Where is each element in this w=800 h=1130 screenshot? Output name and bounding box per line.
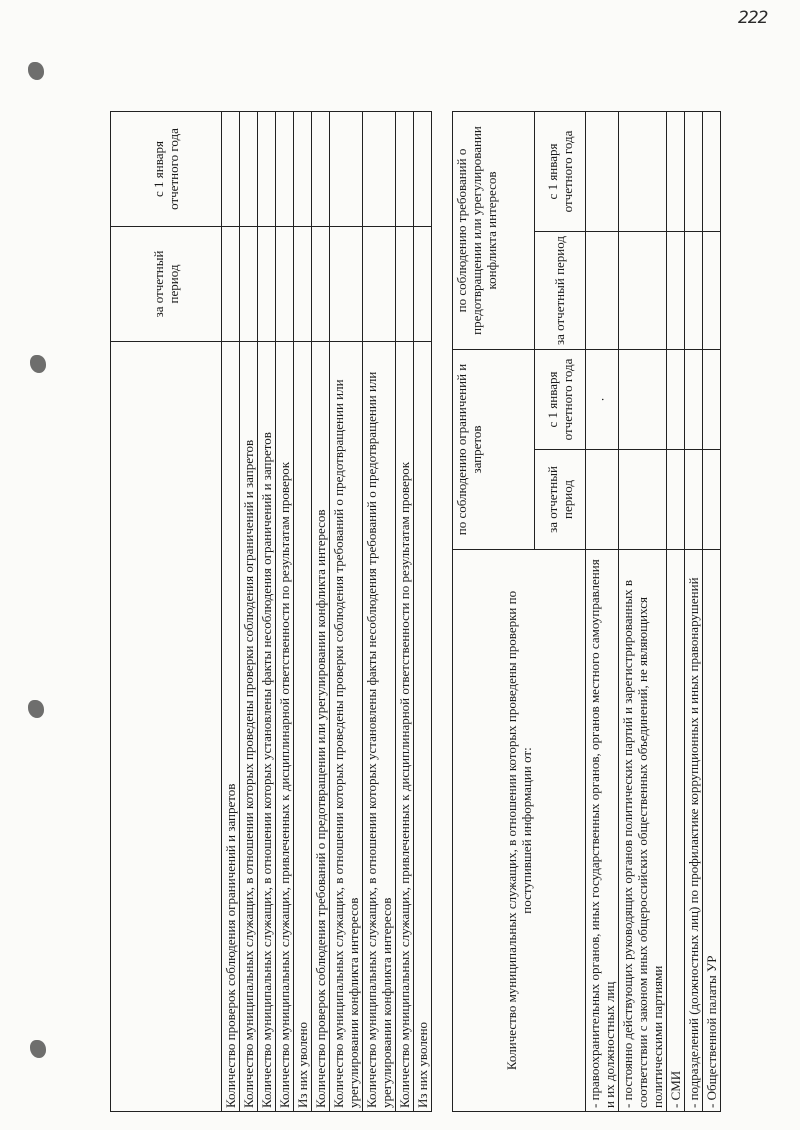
- checks-table: [110, 111, 432, 1112]
- row-label: - Общественной палаты УР: [703, 550, 721, 1112]
- table-row: [586, 111, 619, 1111]
- row-label: - подразделений (должностных лиц) по профилактике коррупционных и иных правонарушений: [685, 550, 703, 1112]
- table-row: [312, 112, 330, 1112]
- table-header-row: [111, 112, 222, 1112]
- header-period: за отчетный период: [534, 231, 585, 349]
- stray-mark: ·: [586, 349, 619, 449]
- table-row: [258, 112, 276, 1112]
- header-empty-cell: [111, 342, 222, 1112]
- table-header-row: [453, 111, 535, 1111]
- row-label: Количество проверок соблюдения ограничений и запретов: [222, 342, 240, 1112]
- table-row: [703, 111, 721, 1111]
- header-period: за отчетный период: [111, 227, 222, 342]
- information-sources-table: [452, 111, 721, 1112]
- row-label: Количество проверок соблюдения требований о предотвращении или урегулировании конфликта интересов: [312, 342, 330, 1112]
- row-label: - СМИ: [667, 550, 685, 1112]
- row-label: Количество муниципальных служащих, в отношении которых установлены факты несоблюдения требований о предотвращении или урегулировании конфликта интересов: [363, 342, 396, 1112]
- header-since-january: с 1 января отчетного года: [534, 349, 585, 449]
- table-row: [685, 111, 703, 1111]
- page-number: 222: [738, 8, 768, 28]
- header-group-restrictions: по соблюдению ограничений и запретов: [453, 349, 535, 549]
- header-since-january: с 1 января отчетного года: [111, 112, 222, 227]
- table-row: [330, 112, 363, 1112]
- header-group-conflict: по соблюдению требований о предотвращении или урегулировании конфликта интересов: [453, 111, 535, 349]
- table-row: [363, 112, 396, 1112]
- table-row: [667, 111, 685, 1111]
- row-label: Количество муниципальных служащих, привлеченных к дисциплинарной ответственности по результатам проверок: [396, 342, 414, 1112]
- header-title: Количество муниципальных служащих, в отношении которых проведены проверки по поступившей информации от:: [453, 550, 586, 1112]
- row-label: - постоянно действующих руководящих органов политических партий и зарегистрированных в соответствии с законом иных общероссийских общественных объединений, не являющихся политическими партиями: [619, 550, 667, 1112]
- row-label: Количество муниципальных служащих, в отношении которых проведены проверки соблюдения ограничений и запретов: [240, 342, 258, 1112]
- table-row: [396, 112, 414, 1112]
- table-row: [240, 112, 258, 1112]
- row-label: - правоохранительных органов, иных государственных органов, органов местного самоуправления и их должностных лиц: [586, 550, 619, 1112]
- table-row: [276, 112, 294, 1112]
- table-row: [619, 111, 667, 1111]
- row-label: Количество муниципальных служащих, привлеченных к дисциплинарной ответственности по результатам проверок: [276, 342, 294, 1112]
- row-label: Количество муниципальных служащих, в отношении которых проведены проверки соблюдения требований о предотвращении или урегулировании конфликта интересов: [330, 342, 363, 1112]
- table-row: [222, 112, 240, 1112]
- row-label: Из них уволено: [294, 342, 312, 1112]
- row-label: Количество муниципальных служащих, в отношении которых установлены факты несоблюдения ограничений и запретов: [258, 342, 276, 1112]
- header-since-january: с 1 января отчетного года: [534, 111, 585, 231]
- header-period: за отчетный период: [534, 450, 585, 550]
- table-row: [414, 112, 432, 1112]
- table-row: [294, 112, 312, 1112]
- row-label: Из них уволено: [414, 342, 432, 1112]
